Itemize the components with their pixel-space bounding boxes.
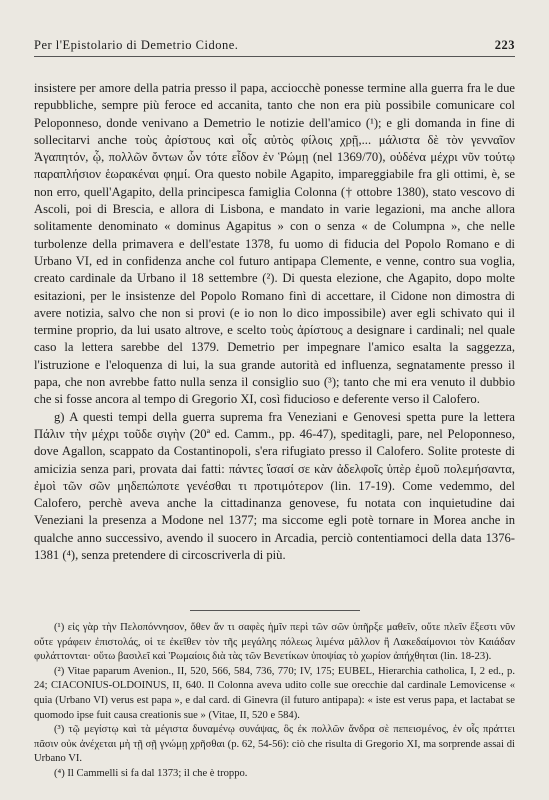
footnote-rule [190,610,360,611]
running-head [34,36,515,57]
footnotes [34,610,515,782]
footnote: (⁴) Il Cammelli si fa dal 1373; il che è troppo. [54,767,248,779]
footnote: (³) τῷ μεγίστῳ καὶ τὰ μέγιστα δυναμένῳ συνάψας, ὃς ἐκ πολλῶν ἄνδρα σὲ πεπεισμένος, ἐν οἷς πράττει πᾶσιν οὐκ ἀνέχεται μὴ τῇ σῇ γνώμῃ χρῆσθαι (p. 62, 54-56): ciò che risulta di Gregorio XI, ma sorprende assai di Urbano VI. [34,724,515,765]
paragraph: g) A questi tempi della guerra suprema fra Veneziani e Genovesi spetta pure la lettera Πάλιν τὴν μέχρι τοῦδε σιγὴν (20ª ed. Camm., pp. 46-47), speditagli, pare, nel Peloponneso, dove Agallon, scappato da Costantinopoli, s'era rifugiato presso il Calofero. Solite proteste di amicizia senza pari, provata dai fatti: πάντες ἴσασί σε κὰν ἀδελφοῖς ὑπὲρ ἐμοῦ πολεμήσαντα, ἐμοὶ τῶν σῶν μηδεπώποτε γενέσθαι τι προτιμότερον (lin. 17-19). Come vedemmo, del Calofero, perchè aveva anche la cittadinanza genovese, fu notata con inquietudine dai Veneziani la presenza a Modone nel 1377; ma siccome egli potè tornare in Morea anche in qualche anno successivo, avendo il suocero in Arcadia, perciò contentiamoci della data 1376-1381 (⁴), senza pretendere di circoscriverla di più. [34,409,515,563]
page-number: 223 [494,38,515,52]
running-title: Per l'Epistolario di Demetrio Cidone. [34,38,239,52]
footnote: (¹) εἰς γὰρ τὴν Πελοπόννησον, ὅθεν ἄν τι σαφὲς ἡμῖν περὶ τῶν σῶν ὑπῆρξε μαθεῖν, οὔτε πλεῖν ἔξεστι νῦν οὔτε γράφειν ἐπιστολάς, οἱ τε ἐκεῖθεν τὸν τῆς μεγάλης πόλεως λιμένα μᾶλλον ἢ Λακεδαίμονιοι τὸν Καιάδαν φυλάττονται· οὕτω βασιλεῖ καὶ Ῥωμαίοις διὰ τὰς τῶν Βενετίκων ὑποψίας τὸ χωρίον ἀπήχθηται (lin. 18-23). [34,622,515,663]
footnote: (²) Vitae paparum Avenion., II, 520, 566, 584, 736, 770; IV, 175; EUBEL, Hierarchia catholica, I, 2 ed., p. 24; CIACONIUS-OLDOINUS, II, 640. Il Colonna aveva udito colle sue orecchie dal cardinale Lemovicense « quia (Urbano VI) verus est papa », e dal card. di Ginevra (il futuro antipapa): « iste est verus papa, et lactabat se quomodo ipse fuit causa creationis sue » (Vitae, II, 520 e 584). [34,665,515,721]
paragraph: insistere per amore della patria presso il papa, acciocchè ponesse termine alla guerra fra le due repubbliche, sempre più feroce ed accanita, tanto che non era più possibile comunicare col Peloponneso, donde venivano a Demetrio le notizie dell'amico (¹); e gli domanda in fine di sollecitarvi anche τοὺς ἀρίστους καὶ οἷς αὐτὸς φίλοις χρῇ,... μάλιστα δὲ τὸν γενναῖον Ἀγαπητόν, ᾧ, πολλῶν ὄντων ὧν τότε εἶδον ἐν Ῥώμῃ (nel 1369/70), οὐδένα μέχρι νῦν τούτῳ παραπλήσιον ἑωρακέναι φημί. Ora questo nobile Agapito, impareggiabile fra gli ottimi, è, se non erro, quell'Agapito, della principesca famiglia Colonna († ottobre 1380), stato vescovo di Ascoli, poi di Brescia, e allora di Lisbona, e mandato in varie legazioni, ma anche allora solitamente denominato « dominus Agapitus » con o senza « de Columpna », che nelle turbolenze della primavera e dell'estate 1378, fu uomo di fiducia del Popolo Romano e di Urbano VI, ed in confidenza anche col futuro antipapa Clemente, e venne, contro sua voglia, creato cardinale da Urbano il 18 settembre (²). Di questa elezione, che Agapito, dopo molte esitazioni, per le insistenze del Popolo Romano finì di accettare, il Cidone non dimostra di avere notizia, salvo che non si provi (e io non lo dico impossibile) aver egli schivato qui il termine proprio, da lui usato altrove, e scelto τοὺς ἀρίστους a designare i cardinali; nel quale caso la lettera sarebbe del 1379. Demetrio per impegnare l'amico esalta la saggezza, l'istruzione e l'eloquenza di lui, la sua grande autorità ed influenza, segnatamente presso il papa, che non avrebbe fatto nulla senza il consiglio suo (³); tanto che mi era venuto il dubbio che si fosse ancora al tempo di Gregorio XI, così fiducioso e deferente verso il Calofero. [34,81,515,407]
body-text [34,80,515,564]
